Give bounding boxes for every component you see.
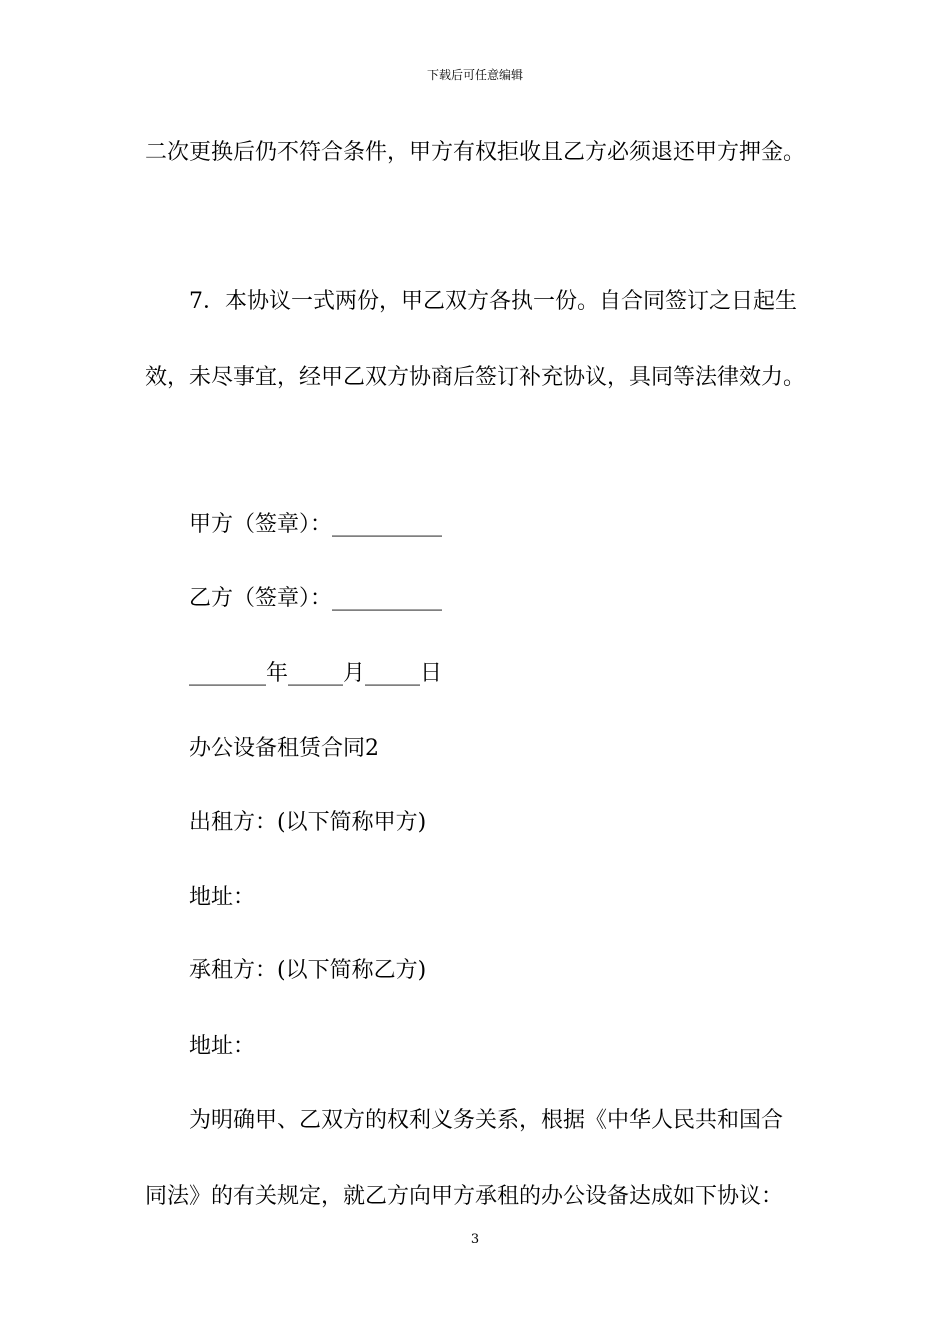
paragraph-line: 二次更换后仍不符合条件，甲方有权拒收且乙方必须退还甲方押金。 xyxy=(145,140,806,165)
preamble-line-1: 为明确甲、乙双方的权利义务关系，根据《中华人民共和国合 xyxy=(189,1108,784,1133)
clause-7-line-1: 7．本协议一式两份，甲乙双方各执一份。自合同签订之日起生 xyxy=(189,289,797,314)
preamble-line-2: 同法》的有关规定，就乙方向甲方承租的办公设备达成如下协议： xyxy=(145,1184,784,1209)
clause-7-line-2: 效，未尽事宜，经甲乙双方协商后签订补充协议，具同等法律效力。 xyxy=(145,365,806,390)
page-header-note: 下载后可任意编辑 xyxy=(426,68,523,82)
lessor-address: 地址： xyxy=(189,885,256,910)
page-number: 3 xyxy=(470,1232,480,1247)
party-a-signature: 甲方（签章）：__________ xyxy=(189,512,443,537)
party-b-signature: 乙方（签章）：__________ xyxy=(189,586,443,611)
lessee-line: 承租方：(以下简称乙方) xyxy=(189,958,427,983)
date-line: _______年_____月_____日 xyxy=(189,661,443,686)
lessor-line: 出租方：(以下简称甲方) xyxy=(189,810,427,835)
contract-title: 办公设备租赁合同2 xyxy=(189,736,379,761)
lessee-address: 地址： xyxy=(189,1034,256,1059)
